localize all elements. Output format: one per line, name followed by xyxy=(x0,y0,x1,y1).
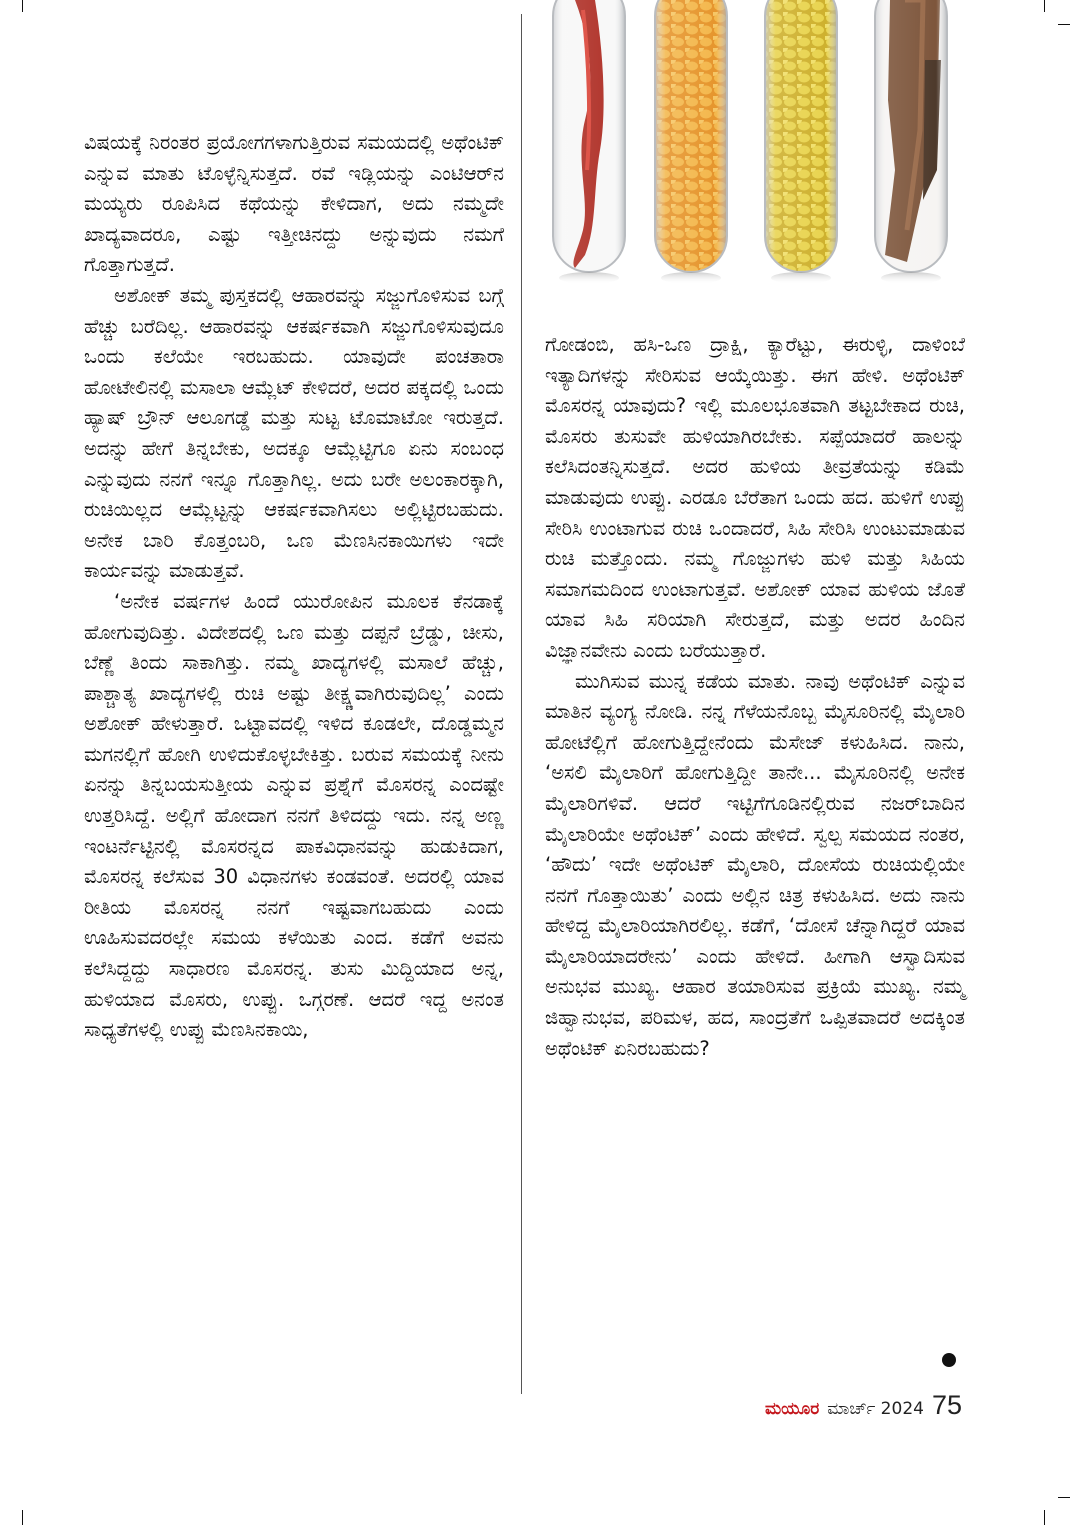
crop-mark-top-left xyxy=(22,0,23,12)
article-column-left xyxy=(84,128,504,1046)
column-divider xyxy=(521,14,522,1394)
page-number: 75 xyxy=(931,1390,962,1420)
article-paragraph: ಮುಗಿಸುವ ಮುನ್ನ ಕಡೆಯ ಮಾತು. ನಾವು ಅಥೆಂಟಿಕ್ ಎನ್ನುವ ಮಾತಿನ ವ್ಯಂಗ್ಯ ನೋಡಿ. ನನ್ನ ಗೆಳೆಯನೊಬ್ಬ ಮೈಸೂರಿನಲ್ಲಿ ಮೈಲಾರಿ ಹೋಟೆಲ್ಲಿಗೆ ಹೋಗುತ್ತಿದ್ದೇನೆಂದು ಮೆಸೇಜ್ ಕಳುಹಿಸಿದ. ನಾನು, ‘ಅಸಲಿ ಮೈಲಾರಿಗೆ ಹೋಗುತ್ತಿದ್ದೀ ತಾನೇ... ಮೈಸೂರಿನಲ್ಲಿ ಅನೇಕ ಮೈಲಾರಿಗಳಿವೆ. ಆದರೆ ಇಟ್ಟಿಗೆಗೂಡಿನಲ್ಲಿರುವ ನಜರ್‌ಬಾದಿನ ಮೈಲಾರಿಯೇ ಅಥೆಂಟಿಕ್’ ಎಂದು ಹೇಳಿದೆ. ಸ್ವಲ್ಪ ಸಮಯದ ನಂತರ, ‘ಹೌದು’ ಇದೇ ಅಥೆಂಟಿಕ್ ಮೈಲಾರಿ, ದೋಸೆಯ ರುಚಿಯಲ್ಲಿಯೇ ನನಗೆ ಗೊತ್ತಾಯಿತು’ ಎಂದು ಅಲ್ಲಿನ ಚಿತ್ರ ಕಳುಹಿಸಿದ. ಅದು ನಾನು ಹೇಳಿದ್ದ ಮೈಲಾರಿಯಾಗಿರಲಿಲ್ಲ. ಕಡೆಗೆ, ‘ದೋಸೆ ಚೆನ್ನಾಗಿದ್ದರೆ ಯಾವ ಮೈಲಾರಿಯಾದರೇನು’ ಎಂದು ಹೇಳಿದೆ. ಹೀಗಾಗಿ ಆಸ್ವಾದಿಸುವ ಅನುಭವ ಮುಖ್ಯ. ಆಹಾರ ತಯಾರಿಸುವ ಪ್ರಕ್ರಿಯೆ ಮುಖ್ಯ. ನಮ್ಮ ಜಿಹ್ವಾನುಭವ, ಪರಿಮಳ, ಹದ, ಸಾಂದ್ರತೆಗೆ ಒಪ್ಪಿತವಾದರೆ ಅದಕ್ಕಿಂತ ಅಥೆಂಟಿಕ್ ಏನಿರಬಹುದು? xyxy=(545,669,965,1060)
article-end-bullet xyxy=(942,1353,956,1367)
crop-mark-right xyxy=(1058,24,1070,25)
article-paragraph: ‘ಅನೇಕ ವರ್ಷಗಳ ಹಿಂದೆ ಯುರೋಪಿನ ಮೂಲಕ ಕೆನಡಾಕ್ಕೆ ಹೋಗುವುದಿತ್ತು. ವಿದೇಶದಲ್ಲಿ ಒಣ ಮತ್ತು ದಪ್ಪನೆ ಬ್ರೆಡ್ಡು, ಚೀಸು, ಬೆಣ್ಣೆ ತಿಂದು ಸಾಕಾಗಿತ್ತು. ನಮ್ಮ ಖಾದ್ಯಗಳಲ್ಲಿ ಮಸಾಲೆ ಹೆಚ್ಚು, ಪಾಶ್ಚಾತ್ಯ ಖಾದ್ಯಗಳಲ್ಲಿ ರುಚಿ ಅಷ್ಟು ತೀಕ್ಷ್ಣವಾಗಿರುವುದಿಲ್ಲ’ ಎಂದು ಅಶೋಕ್ ಹೇಳುತ್ತಾರೆ. ಒಟ್ಟಾವದಲ್ಲಿ ಇಳಿದ ಕೂಡಲೇ, ದೊಡ್ಡಮ್ಮನ ಮಗನಲ್ಲಿಗೆ ಹೋಗಿ ಉಳಿದುಕೊಳ್ಳಬೇಕಿತ್ತು. ಬರುವ ಸಮಯಕ್ಕೆ ನೀನು ಏನನ್ನು ತಿನ್ನಬಯಸುತ್ತೀಯ ಎನ್ನುವ ಪ್ರಶ್ನೆಗೆ ಮೊಸರನ್ನ ಎಂದಷ್ಟೇ ಉತ್ತರಿಸಿದ್ದೆ. ಅಲ್ಲಿಗೆ ಹೋದಾಗ ನನಗೆ ತಿಳಿದದ್ದು ಇದು. ನನ್ನ ಅಣ್ಣ ಇಂಟರ್ನೆಟ್ಟಿನಲ್ಲಿ ಮೊಸರನ್ನದ ಪಾಕವಿಧಾನವನ್ನು ಹುಡುಕಿದಾಗ, ಮೊಸರನ್ನ ಕಲೆಸುವ 30 ವಿಧಾನಗಳು ಕಂಡವಂತೆ. ಅದರಲ್ಲಿ ಯಾವ ರೀತಿಯ ಮೊಸರನ್ನ ನನಗೆ ಇಷ್ಟವಾಗಬಹುದು ಎಂದು ಊಹಿಸುವದರಲ್ಲೇ ಸಮಯ ಕಳೆಯಿತು ಎಂದ. ಕಡೆಗೆ ಅವನು ಕಲೆಸಿದ್ದದ್ದು ಸಾಧಾರಣ ಮೊಸರನ್ನ. ತುಸು ಮಿದ್ದಿಯಾದ ಅನ್ನ, ಹುಳಿಯಾದ ಮೊಸರು, ಉಪ್ಪು. ಒಗ್ಗರಣೆ. ಆದರೆ ಇದ್ದ ಅನಂತ ಸಾಧ್ಯತೆಗಳಲ್ಲಿ ಉಪ್ಪು ಮೆಣಸಿನಕಾಯಿ, xyxy=(84,589,504,1042)
article-paragraph: ವಿಷಯಕ್ಕೆ ನಿರಂತರ ಪ್ರಯೋಗಗಳಾಗುತ್ತಿರುವ ಸಮಯದಲ್ಲಿ ಅಥೆಂಟಿಕ್ ಎನ್ನುವ ಮಾತು ಟೊಳ್ಳೆನ್ನಿಸುತ್ತದೆ. ರವೆ ಇಡ್ಲಿಯನ್ನು ಎಂಟಿಆರ್‌ನ ಮಯ್ಯರು ರೂಪಿಸಿದ ಕಥೆಯನ್ನು ಕೇಳಿದಾಗ, ಅದು ನಮ್ಮದೇ ಖಾದ್ಯವಾದರೂ, ಎಷ್ಟು ಇತ್ತೀಚಿನದ್ದು ಅನ್ನುವುದು ನಮಗೆ ಗೊತ್ತಾಗುತ್ತದೆ. xyxy=(84,131,504,277)
spice-test-tubes-photo xyxy=(545,0,970,290)
page-footer xyxy=(765,1390,962,1421)
tube-yellow-lentils xyxy=(765,0,837,284)
crop-mark-bottom-left xyxy=(22,1510,23,1525)
crop-mark-bottom-right-v xyxy=(1044,1510,1045,1525)
tube-cinnamon xyxy=(875,0,947,284)
magazine-brand-logo: ಮಯೂರ xyxy=(764,1399,820,1419)
crop-mark-top-right xyxy=(1044,0,1045,12)
article-column-right xyxy=(545,330,965,1064)
article-paragraph: ಅಶೋಕ್ ತಮ್ಮ ಪುಸ್ತಕದಲ್ಲಿ ಆಹಾರವನ್ನು ಸಜ್ಜುಗೊಳಿಸುವ ಬಗ್ಗೆ ಹೆಚ್ಚು ಬರೆದಿಲ್ಲ. ಆಹಾರವನ್ನು ಆಕರ್ಷಕವಾಗಿ ಸಜ್ಜುಗೊಳಿಸುವುದೂ ಒಂದು ಕಲೆಯೇ ಇರಬಹುದು. ಯಾವುದೇ ಪಂಚತಾರಾ ಹೋಟೇಲಿನಲ್ಲಿ ಮಸಾಲಾ ಆಮ್ಲೆಟ್ ಕೇಳಿದರೆ, ಅದರ ಪಕ್ಕದಲ್ಲಿ ಒಂದು ಹ್ಯಾಷ್ ಬ್ರೌನ್ ಆಲೂಗಡ್ಡೆ ಮತ್ತು ಸುಟ್ಟ ಟೊಮಾಟೋ ಇರುತ್ತದೆ. ಅದನ್ನು ಹೇಗೆ ತಿನ್ನಬೇಕು, ಅದಕ್ಕೂ ಆಮ್ಲೆಟ್ಟಿಗೂ ಏನು ಸಂಬಂಧ ಎನ್ನುವುದು ನನಗೆ ಇನ್ನೂ ಗೊತ್ತಾಗಿಲ್ಲ. ಅದು ಬರೇ ಅಲಂಕಾರಕ್ಕಾಗಿ, ರುಚಿಯಿಲ್ಲದ ಆಮ್ಲೆಟ್ಟನ್ನು ಆಕರ್ಷಕವಾಗಿಸಲು ಅಲ್ಲಿಟ್ಟಿರಬಹುದು. ಅನೇಕ ಬಾರಿ ಕೊತ್ತಂಬರಿ, ಒಣ ಮೆಣಸಿನಕಾಯಿಗಳು ಇದೇ ಕಾರ್ಯವನ್ನು ಮಾಡುತ್ತವೆ. xyxy=(84,283,504,583)
article-paragraph: ಗೋಡಂಬಿ, ಹಸಿ-ಒಣ ದ್ರಾಕ್ಷಿ, ಕ್ಯಾರೆಟ್ಟು, ಈರುಳ್ಳಿ, ದಾಳಿಂಬೆ ಇತ್ಯಾದಿಗಳನ್ನು ಸೇರಿಸುವ ಆಯ್ಕೆಯಿತ್ತು. ಈಗ ಹೇಳಿ. ಅಥೆಂಟಿಕ್ ಮೊಸರನ್ನ ಯಾವುದು? ಇಲ್ಲಿ ಮೂಲಭೂತವಾಗಿ ತಟ್ಟಬೇಕಾದ ರುಚಿ, ಮೊಸರು ತುಸುವೇ ಹುಳಿಯಾಗಿರಬೇಕು. ಸಪ್ಪೆಯಾದರೆ ಹಾಲನ್ನು ಕಲೆಸಿದಂತನ್ನಿಸುತ್ತದೆ. ಅದರ ಹುಳಿಯ ತೀವ್ರತೆಯನ್ನು ಕಡಿಮೆ ಮಾಡುವುದು ಉಪ್ಪು. ಎರಡೂ ಬೆರೆತಾಗ ಒಂದು ಹದ. ಹುಳಿಗೆ ಉಪ್ಪು ಸೇರಿಸಿ ಉಂಟಾಗುವ ರುಚಿ ಒಂದಾದರೆ, ಸಿಹಿ ಸೇರಿಸಿ ಉಂಟುಮಾಡುವ ರುಚಿ ಮತ್ತೊಂದು. ನಮ್ಮ ಗೊಜ್ಜುಗಳು ಹುಳಿ ಮತ್ತು ಸಿಹಿಯ ಸಮಾಗಮದಿಂದ ಉಂಟಾಗುತ್ತವೆ. ಅಶೋಕ್ ಯಾವ ಹುಳಿಯ ಜೊತೆ ಯಾವ ಸಿಹಿ ಸರಿಯಾಗಿ ಸೇರುತ್ತದೆ, ಮತ್ತು ಅದರ ಹಿಂದಿನ ವಿಜ್ಞಾನವೇನು ಎಂದು ಬರೆಯುತ್ತಾರೆ. xyxy=(545,333,965,662)
crop-mark-bottom-right xyxy=(1058,1497,1070,1498)
tube-chilli xyxy=(553,0,625,284)
issue-month-year: ಮಾರ್ಚ್ 2024 xyxy=(827,1399,924,1419)
tube-orange-lentils xyxy=(655,0,727,284)
test-tubes-illustration xyxy=(545,0,970,290)
